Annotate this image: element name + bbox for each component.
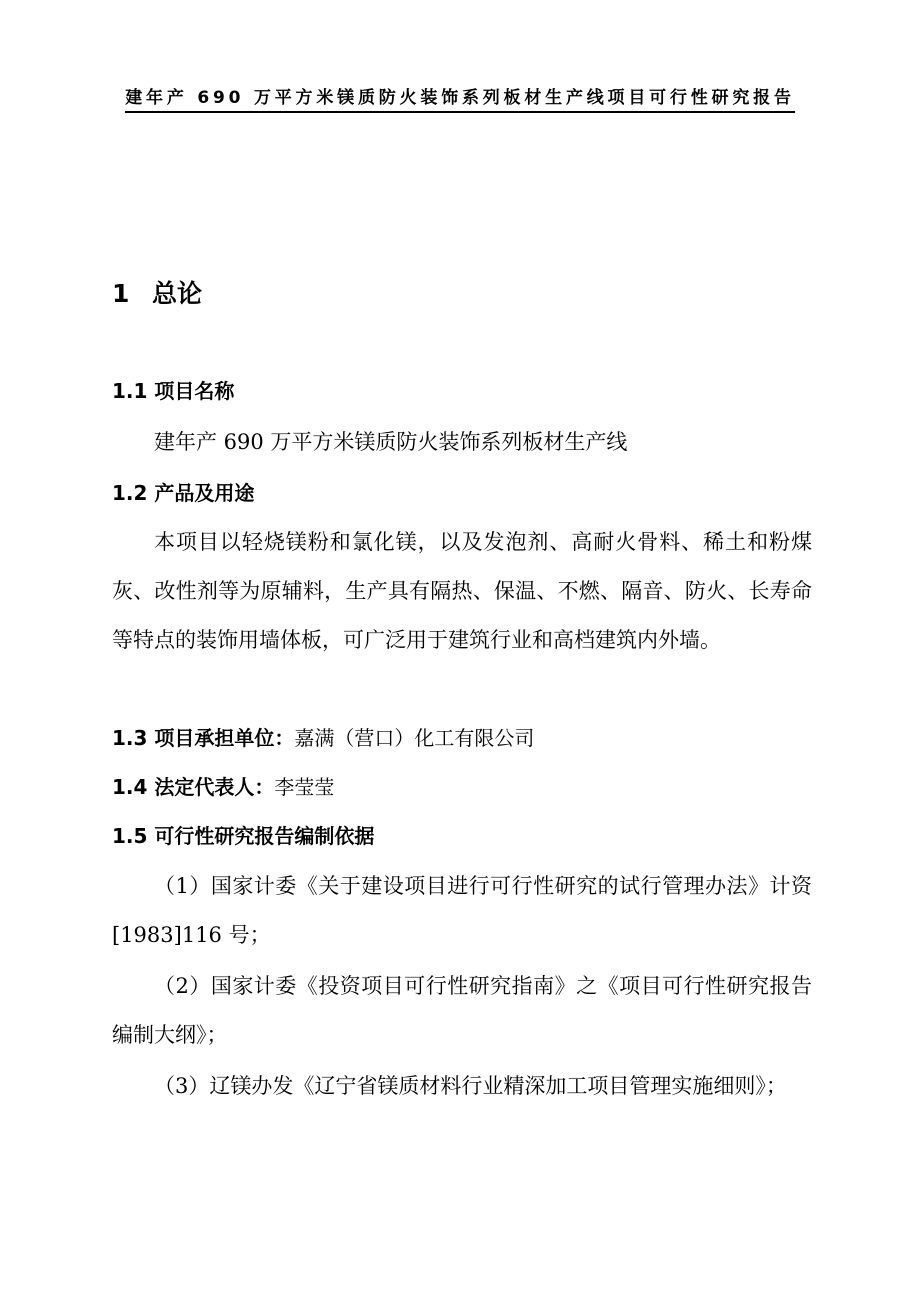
legal-representative-label: 1.4 法定代表人： (112, 775, 275, 799)
section-heading-project-name: 1.1 项目名称 (112, 379, 235, 403)
basis-item-2: （2）国家计委《投资项目可行性研究指南》之《项目可行性研究报告编制大纲》； (112, 974, 812, 1047)
undertaking-unit-value: 嘉满（营口）化工有限公司 (294, 726, 535, 750)
basis-item-3: （3）辽镁办发《辽宁省镁质材料行业精深加工项目管理实施细则》； (154, 1074, 787, 1098)
undertaking-unit-label: 1.3 项目承担单位： (112, 726, 295, 750)
section-heading-undertaking-unit (112, 723, 534, 753)
chapter-name: 总论 (152, 279, 203, 308)
chapter-number: 1 (112, 279, 130, 308)
product-use-paragraph: 本项目以轻烧镁粉和氯化镁，以及发泡剂、高耐火骨料、稀土和粉煤灰、改性剂等为原辅料，生产具有隔热、保温、不燃、隔音、防火、长寿命等特点的装饰用墙体板，可广泛用于建筑行业和高档建筑内外墙。 (112, 530, 812, 652)
project-name-text: 建年产 690 万平方米镁质防火装饰系列板材生产线 (154, 430, 628, 454)
document-title: 建年产 690 万平方米镁质防火装饰系列板材生产线项目可行性研究报告 (125, 86, 795, 113)
section-heading-legal-representative (112, 772, 334, 802)
chapter-title (112, 274, 202, 314)
section-heading-basis: 1.5 可行性研究报告编制依据 (112, 824, 375, 848)
page-header (0, 86, 920, 113)
legal-representative-value: 李莹莹 (274, 775, 335, 799)
basis-item-1: （1）国家计委《关于建设项目进行可行性研究的试行管理办法》计资[1983]116 号； (112, 874, 812, 947)
section-heading-product-use: 1.2 产品及用途 (112, 481, 255, 505)
